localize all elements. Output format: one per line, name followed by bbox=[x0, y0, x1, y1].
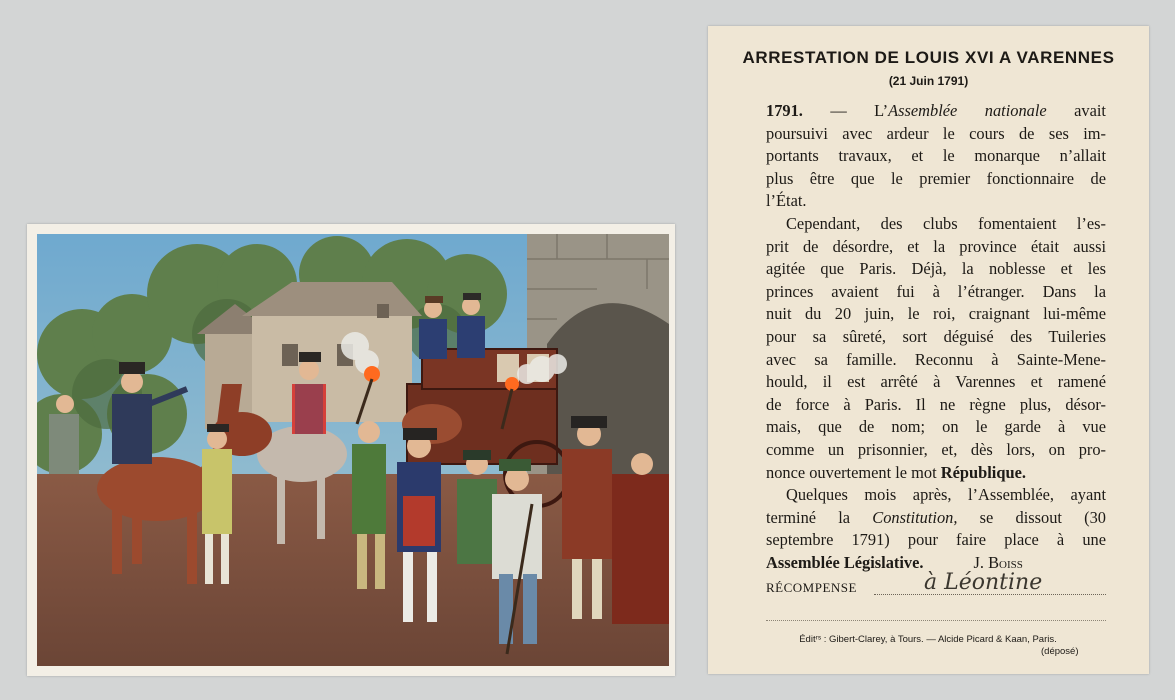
legislative-assembly: Assemblée Législative. bbox=[766, 552, 924, 572]
p2-line9: de force à Paris. Il ne règne plus, désor- bbox=[766, 394, 1106, 414]
p2-line1: Cependant, des clubs fomentaient l’es- bbox=[786, 213, 1106, 233]
recompense-label: RÉCOMPENSE bbox=[766, 580, 857, 595]
publisher-footer: Éditʳˢ : Gibert-Clarey, à Tours. — Alcide Picard & Kaan, Paris. bbox=[799, 634, 1057, 645]
paragraph-2 bbox=[766, 213, 1106, 484]
p2-line7: avec sa famille. Reconnu à Sainte-Mene- bbox=[766, 349, 1106, 369]
card-title: ARRESTATION DE LOUIS XVI A VARENNES bbox=[742, 48, 1115, 67]
author-signature: J. Boiss bbox=[973, 552, 1023, 572]
p3-line2-tail: se dissout (30 bbox=[957, 507, 1106, 527]
arrest-illustration bbox=[37, 234, 669, 666]
assembly-name: Assemblée nationale bbox=[888, 101, 1047, 120]
p3-line2-head: terminé la bbox=[766, 507, 873, 527]
p1-line3: portants travaux, et le monarque n’allait bbox=[766, 146, 1106, 166]
p2-line11: comme un prisonnier, et, dès lors, on pro- bbox=[766, 439, 1106, 459]
republique-word: République. bbox=[940, 462, 1026, 482]
p2-line5: nuit du 20 juin, le roi, craignant lui-même bbox=[766, 304, 1106, 324]
constitution-word: Constitution, bbox=[872, 507, 958, 527]
p3-line3: septembre 1791) pour faire place à une bbox=[766, 530, 1106, 550]
card-date: (21 Juin 1791) bbox=[888, 74, 969, 88]
p2-line10: mais, que de nom; on le garde à vue bbox=[766, 417, 1106, 437]
year-label: 1791. bbox=[766, 101, 803, 120]
deposit-note: (déposé) bbox=[1041, 646, 1079, 657]
illustration-card bbox=[27, 224, 675, 676]
text-card bbox=[708, 26, 1149, 674]
paragraph-1 bbox=[766, 100, 1106, 213]
p2-line4: princes avaient fui à l’étranger. Dans la bbox=[766, 281, 1106, 301]
p1-line4: plus être que le premier fonctionnaire de bbox=[766, 168, 1106, 188]
recompense-handwritten-name: à Léontine bbox=[924, 570, 1043, 595]
paragraph-3 bbox=[766, 484, 1106, 574]
p2-line3: agitée que Paris. Déjà, la noblesse et les bbox=[766, 259, 1106, 279]
dash-text: — L’ bbox=[802, 101, 889, 120]
second-dotted-line bbox=[766, 620, 1106, 621]
card-body bbox=[766, 100, 1106, 574]
p1-line1-tail: avait bbox=[1046, 101, 1106, 120]
recompense-line bbox=[766, 572, 1106, 598]
p2-line12: nonce ouvertement le mot bbox=[766, 462, 941, 482]
p1-line5: l’État. bbox=[766, 191, 807, 211]
p2-line8: hould, il est arrêté à Varennes et ramené bbox=[766, 372, 1106, 392]
p1-line2: poursuivi avec ardeur le cours de ses im- bbox=[766, 123, 1106, 143]
p2-line2: prit de désordre, et la province était aussi bbox=[766, 236, 1106, 256]
p3-line1: Quelques mois après, l’Assemblée, ayant bbox=[786, 485, 1106, 505]
p2-line6: pour sa sûreté, sort déguisé des Tuileries bbox=[766, 326, 1106, 346]
